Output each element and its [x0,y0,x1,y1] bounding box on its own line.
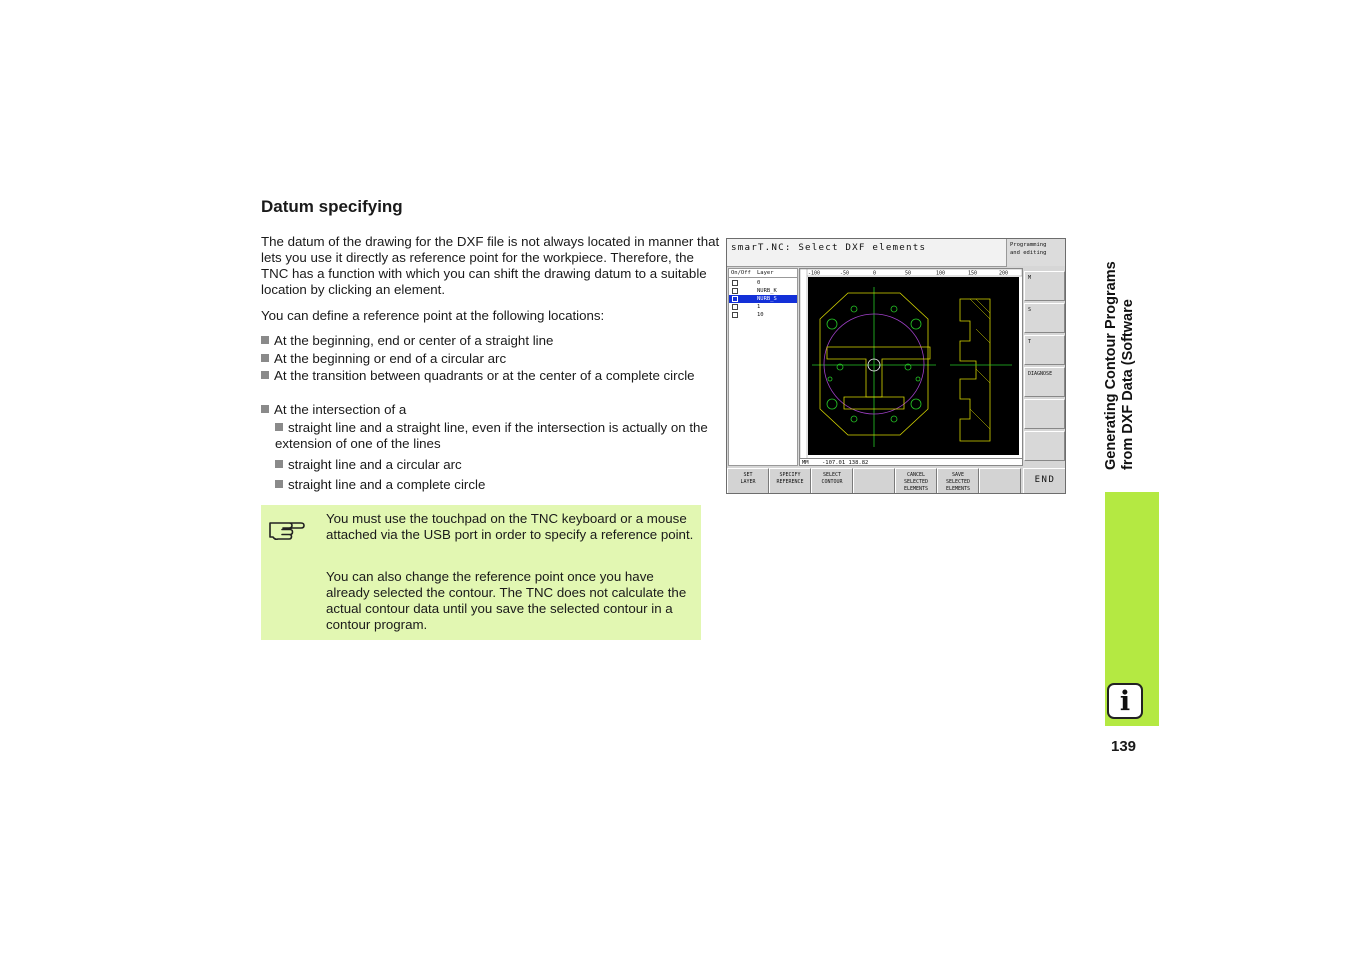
layer-list-header: On/Off Layer [729,269,797,278]
dxf-drawing-view[interactable] [799,268,1023,466]
tnc-screenshot [726,238,1066,494]
operating-mode: Programming and editing [1007,239,1066,266]
layer-row[interactable]: 10 [729,311,797,319]
drawing-canvas [808,277,1019,455]
page-number: 139 [1111,738,1137,755]
vertical-softkey-bar [1023,268,1066,466]
softkey-t[interactable]: T [1024,335,1065,365]
layer-row-selected[interactable]: NURB_S [729,295,797,303]
softkey-s[interactable]: S [1024,303,1065,333]
softkey-save-selected[interactable]: SAVE SELECTED ELEMENTS [937,468,979,494]
note-box [261,505,701,640]
locations-intro: You can define a reference point at the following locations: [261,308,605,323]
bullet-square-icon [275,460,283,468]
layer-row[interactable]: 1 [729,303,797,311]
bullet-item: At the beginning or end of a circular arc [261,351,723,367]
softkey-empty[interactable] [1024,431,1065,461]
chapter-sidebar-title [1103,215,1145,470]
softkey-specify-reference[interactable]: SPECIFY REFERENCE [769,468,811,494]
ruler-tick-label: 100 [936,270,946,277]
bullet-square-icon [261,405,269,413]
sub-bullet-item: straight line and a complete circle [275,477,723,493]
softkey-empty[interactable] [853,468,895,494]
screen-title: smarT.NC: Select DXF elements [731,242,927,253]
checkbox-icon [732,288,738,294]
info-icon: i [1107,683,1143,719]
intro-paragraph: The datum of the drawing for the DXF file is not always located in manner that lets you use it directly as reference point for the workpiece. Therefore, the TNC has a function with which you can shift the drawing datum to a suitable location by clicking an element. [261,234,720,297]
checkbox-icon [732,304,738,310]
softkey-diagnose[interactable]: DIAGNOSE [1024,367,1065,397]
checkbox-icon [732,280,738,286]
bullet-item: At the transition between quadrants or at the center of a complete circle [261,368,709,384]
chapter-title-line: from DXF Data (Software [1120,299,1136,470]
layer-row[interactable]: NURB_K [729,287,797,295]
chapter-title-line: Generating Contour Programs [1103,261,1119,470]
bullet-square-icon [261,371,269,379]
softkey-set-layer[interactable]: SET LAYER [727,468,769,494]
bullet-item: At the beginning, end or center of a straight line [261,333,723,349]
ruler-tick-label: 50 [905,270,912,277]
note-paragraph: You can also change the reference point once you have already selected the contour. The TNC does not calculate the actual contour data until you save the selected contour in a contour program. [326,569,687,632]
softkey-cancel-selected[interactable]: CANCEL SELECTED ELEMENTS [895,468,937,494]
pointing-hand-icon [269,515,305,541]
softkey-empty[interactable] [1024,399,1065,429]
ruler-tick-label: -100 [808,270,821,277]
checkbox-icon [732,312,738,318]
coordinate-readout: MM -107.01 138.82 [799,458,1023,466]
layer-row[interactable]: 0 [729,279,797,287]
sub-bullet-item: straight line and a circular arc [275,457,723,473]
softkey-m[interactable]: M [1024,271,1065,301]
sub-bullet-item: straight line and a straight line, even if the intersection is actually on the extension of one of the lines [275,420,708,451]
softkey-end[interactable]: END [1023,468,1066,494]
softkey-empty[interactable] [979,468,1021,494]
section-heading: Datum specifying [261,197,403,216]
ruler-tick-label: 150 [968,270,978,277]
bullet-item: At the intersection of a [261,402,723,418]
ruler-tick-label: -50 [840,270,850,277]
ruler-tick-label: 200 [999,270,1009,277]
softkey-select-contour[interactable]: SELECT CONTOUR [811,468,853,494]
checkbox-icon [732,296,738,302]
horizontal-softkey-bar [727,468,1066,494]
ruler-tick-label: 0 [873,270,877,277]
bullet-square-icon [261,336,269,344]
note-paragraph: You must use the touchpad on the TNC keyboard or a mouse attached via the USB port in order to specify a reference point. [326,511,694,542]
bullet-square-icon [261,354,269,362]
layer-list [728,268,798,466]
screen-title-bar [727,239,1007,267]
bullet-square-icon [275,480,283,488]
bullet-square-icon [275,423,283,431]
